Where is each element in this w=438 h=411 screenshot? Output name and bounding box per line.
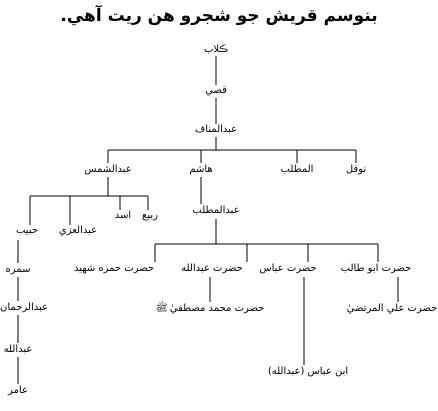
node-abd-rahman: عبدالرحمان bbox=[0, 302, 48, 313]
node-abd-shams: عبدالشمس bbox=[84, 164, 132, 175]
node-aamir: عامر bbox=[8, 385, 28, 396]
node-qusay: قصي bbox=[205, 85, 227, 96]
honorific-seal-icon: ﷺ bbox=[155, 303, 168, 314]
node-abdullah-2: عبدالله bbox=[3, 344, 33, 355]
node-abdullah: حضرت عبدالله bbox=[181, 263, 243, 274]
node-asad: اسد bbox=[114, 210, 132, 221]
node-muhammad-label: حضرت محمد مصطفيٰ bbox=[169, 303, 265, 314]
node-ibn-abbas: ابن عباس (عبدالله) bbox=[267, 366, 349, 377]
node-muttalib: المطلب bbox=[280, 164, 314, 175]
node-abd-uzza: عبدالعزي bbox=[58, 225, 98, 236]
node-rabia: ربيع bbox=[142, 210, 158, 221]
node-hamza: حضرت حمزه شهيد bbox=[73, 263, 155, 274]
node-samra: سمره bbox=[5, 264, 31, 275]
node-abd-muttalib: عبدالمطلب bbox=[192, 205, 240, 216]
node-habib: حبيب bbox=[15, 225, 39, 236]
node-abu-talib: حضرت ابو طالب bbox=[340, 263, 412, 274]
page-title: بنوسم قريش جو شجرو هن ريت آهي. bbox=[60, 6, 378, 26]
node-hashim: هاشم bbox=[189, 164, 213, 175]
connector-lines bbox=[18, 56, 398, 384]
node-nawfal: نوفل bbox=[345, 164, 367, 175]
node-abd-manaf: عبدالمناف bbox=[194, 124, 238, 135]
node-ali: حضرت علي المرتضيٰ bbox=[346, 303, 438, 314]
node-abbas: حضرت عباس bbox=[259, 263, 317, 274]
node-kilab: ڪلاب bbox=[203, 44, 229, 55]
node-muhammad bbox=[155, 303, 266, 315]
